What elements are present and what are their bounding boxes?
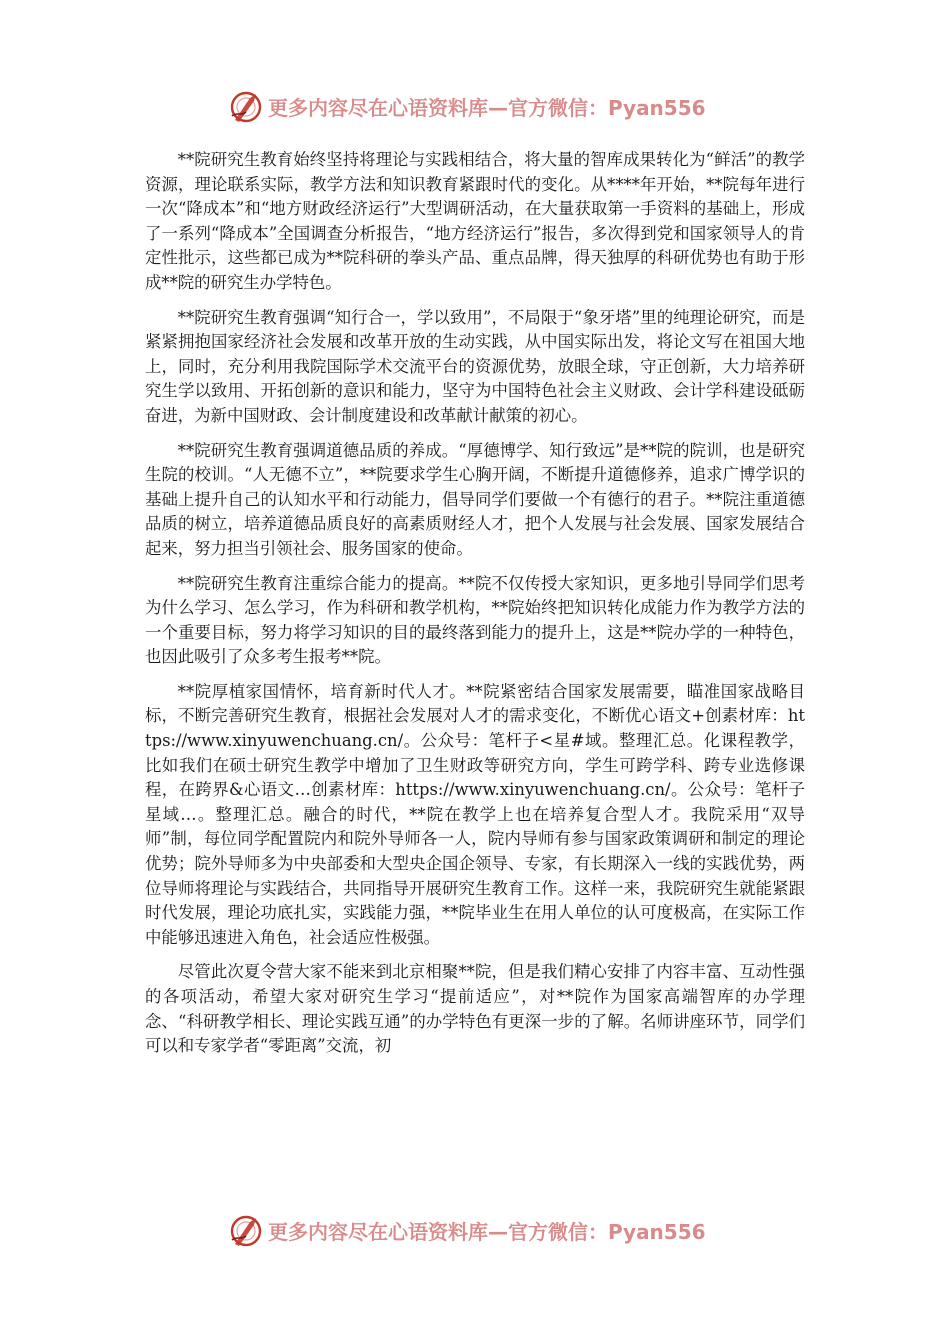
pen-nib-circle-icon <box>226 86 266 126</box>
paragraph-5: **院厚植家国情怀，培育新时代人才。**院紧密结合国家发展需要，瞄准国家战略目标，不断完善研究生教育，根据社会发展对人才的需求变化，不断优心语文+创素材库：https://www.xinyuwenchuang.cn/。公众号：笔杆子<星#域。整理汇总。化课程教学，比如我们在硕士研究生教学中增加了卫生财政等研究方向，学生可跨学科、跨专业选修课程，在跨界&心语文…创素材库：https://www.xinyuwenchuang.cn/。公众号：笔杆子星域…。整理汇总。融合的时代，**院在教学上也在培养复合型人才。我院采用“双导师”制，每位同学配置院内和院外导师各一人，院内导师有参与国家政策调研和制定的理论优势；院外导师多为中央部委和大型央企国企领导、专家，有长期深入一线的实践优势，两位导师将理论与实践结合，共同指导开展研究生教育工作。这样一来，我院研究生就能紧跟时代发展，理论功底扎实，实践能力强，**院毕业生在用人单位的认可度极高，在实际工作中能够迅速进入角色，社会适应性极强。 <box>145 681 805 947</box>
paragraph-4: **院研究生教育注重综合能力的提高。**院不仅传授大家知识，更多地引导同学们思考为什么学习、怎么学习，作为科研和教学机构，**院始终把知识转化成能力作为教学方法的一个重要目标，努力将学习知识的目的最终落到能力的提升上，这是**院办学的一种特色，也因此吸引了众多考生报考**院。 <box>145 573 805 667</box>
paragraph-6: 尽管此次夏令营大家不能来到北京相聚**院，但是我们精心安排了内容丰富、互动性强的各项活动，希望大家对研究生学习“提前适应”，对**院作为国家高端智库的办学理念、“科研教学相长、理论实践互通”的办学特色有更深一步的了解。名师讲座环节，同学们可以和专家学者“零距离”交流，初 <box>145 962 805 1056</box>
header-banner <box>226 84 746 128</box>
paragraph-2: **院研究生教育强调“知行合一，学以致用”，不局限于“象牙塔”里的纯理论研究，而是紧紧拥抱国家经济社会发展和改革开放的生动实践，从中国实际出发，将论文写在祖国大地上，同时，充分利用我院国际学术交流平台的资源优势，放眼全球，守正创新，大力培养研究生学以致用、开拓创新的意识和能力，坚守为中国特色社会主义财政、会计学科建设砥砺奋进，为新中国财政、会计制度建设和改革献计献策的初心。 <box>145 307 805 425</box>
pen-nib-circle-icon <box>226 1210 266 1250</box>
paragraph-3: **院研究生教育强调道德品质的养成。“厚德博学、知行致远”是**院的院训，也是研究生院的校训。“人无德不立”，**院要求学生心胸开阔，不断提升道德修养，追求广博学识的基础上提升自己的认知水平和行动能力，倡导同学们要做一个有德行的君子。**院注重道德品质的树立，培养道德品质良好的高素质财经人才，把个人发展与社会发展、国家发展结合起来，努力担当引领社会、服务国家的使命。 <box>145 440 805 558</box>
banner-text: 更多内容尽在心语资料库—官方微信：Pyan556 <box>268 95 706 120</box>
paragraph-1: **院研究生教育始终坚持将理论与实践相结合，将大量的智库成果转化为“鲜活”的教学资源，理论联系实际，教学方法和知识教育紧跟时代的变化。从****年开始，**院每年进行一次“降成本”和“地方财政经济运行”大型调研活动，在大量获取第一手资料的基础上，形成了一系列“降成本”全国调查分析报告，“地方经济运行”报告，多次得到党和国家领导人的肯定性批示，这些都已成为**院科研的拳头产品、重点品牌，得天独厚的科研优势也有助于形成**院的研究生办学特色。 <box>145 150 805 292</box>
banner-text: 更多内容尽在心语资料库—官方微信：Pyan556 <box>268 1219 706 1244</box>
document-body <box>145 148 805 1069</box>
footer-banner <box>226 1208 746 1252</box>
